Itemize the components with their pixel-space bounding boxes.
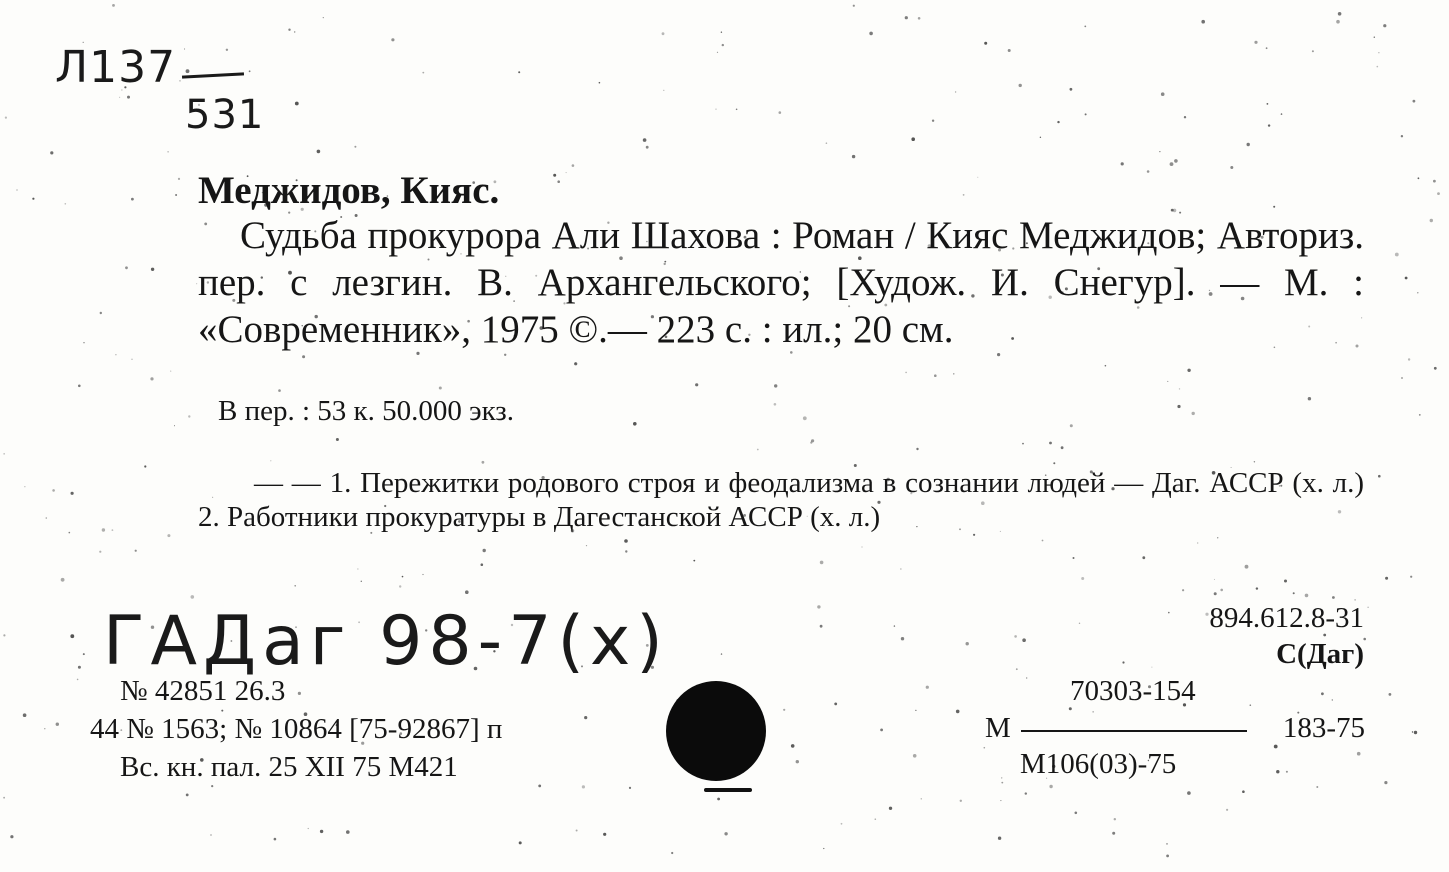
speckle-dot (1389, 693, 1392, 696)
speckle-dot (1214, 592, 1217, 595)
speckle-dot (50, 151, 53, 154)
speckle-dot (1022, 638, 1026, 642)
speckle-dot (736, 109, 738, 111)
speckle-dot (1312, 50, 1314, 52)
speckle-dot (151, 268, 154, 271)
speckle-dot (439, 387, 442, 390)
speckle-dot (295, 102, 299, 106)
speckle-dot (102, 528, 105, 531)
speckle-dot (52, 489, 55, 492)
speckle-dot (482, 461, 485, 464)
speckle-dot (170, 371, 171, 372)
speckle-dot (191, 595, 195, 599)
speckle-dot (1293, 592, 1295, 594)
speckle-dot (56, 723, 59, 726)
speckle-dot (779, 111, 782, 114)
speckle-dot (916, 448, 918, 450)
speckle-dot (1170, 162, 1174, 166)
speckle-dot (294, 585, 296, 587)
speckle-dot (422, 72, 424, 74)
classification-index: 894.612.8-31 (1209, 602, 1364, 634)
speckle-dot (1192, 412, 1195, 415)
speckle-dot (826, 142, 828, 144)
speckle-dot (422, 574, 423, 575)
speckle-dot (625, 550, 627, 552)
speckle-dot (1430, 219, 1433, 222)
speckle-dot (721, 653, 722, 654)
price-and-print-run: В пер. : 53 к. 50.000 экз. (218, 395, 514, 427)
speckle-dot (774, 403, 777, 406)
speckle-dot (131, 359, 132, 360)
speckle-dot (1084, 26, 1086, 28)
speckle-dot (1159, 151, 1160, 152)
speckle-dot (1268, 124, 1270, 126)
speckle-dot (1205, 613, 1208, 616)
speckle-dot (399, 585, 401, 587)
speckle-dot (1412, 731, 1413, 732)
speckle-dot (1266, 47, 1268, 49)
speckle-dot (774, 384, 777, 387)
speckle-dot (1049, 785, 1052, 788)
speckle-dot (1026, 677, 1027, 678)
speckle-dot (1377, 66, 1379, 68)
speckle-dot (32, 198, 34, 200)
speckle-dot (820, 561, 824, 565)
speckle-dot (1226, 809, 1228, 811)
speckle-dot (298, 692, 301, 695)
speckle-dot (715, 109, 716, 110)
speckle-dot (834, 703, 837, 706)
speckle-dot (481, 563, 484, 566)
speckle-dot (1114, 818, 1116, 820)
speckle-dot (1187, 791, 1191, 795)
speckle-dot (61, 578, 65, 582)
speckle-dot (1201, 20, 1205, 24)
speckle-dot (633, 422, 637, 426)
speckle-dot (721, 32, 722, 33)
speckle-dot (1419, 414, 1421, 416)
speckle-dot (1332, 699, 1333, 700)
speckle-dot (1281, 113, 1283, 115)
speckle-dot (1061, 446, 1064, 449)
speckle-dot (175, 194, 177, 196)
speckle-dot (582, 785, 585, 788)
speckle-dot (112, 4, 115, 7)
speckle-dot (46, 517, 48, 519)
speckle-dot (1147, 170, 1150, 173)
speckle-dot (78, 385, 81, 388)
speckle-dot (977, 177, 978, 178)
speckle-dot (984, 747, 986, 749)
speckle-dot (624, 539, 628, 543)
speckle-dot (918, 17, 921, 20)
speckle-dot (186, 794, 189, 797)
speckle-dot (188, 415, 190, 417)
speckle-dot (1161, 92, 1165, 96)
speckle-dot (1401, 135, 1403, 137)
speckle-dot (144, 465, 146, 467)
speckle-dot (1395, 253, 1399, 257)
speckle-dot (1122, 661, 1124, 663)
speckle-dot (875, 818, 877, 820)
speckle-dot (1414, 731, 1417, 734)
speckle-dot (783, 709, 785, 711)
speckle-dot (3, 797, 5, 799)
speckle-dot (44, 728, 45, 729)
speckle-dot (1167, 381, 1168, 382)
speckle-dot (1000, 800, 1001, 801)
speckle-dot (841, 823, 843, 825)
speckle-dot (518, 71, 520, 73)
speckle-dot (504, 354, 506, 356)
speckle-dot (905, 16, 908, 19)
speckle-dot (629, 787, 631, 789)
speckle-dot (1408, 358, 1410, 360)
speckle-dot (1001, 777, 1002, 778)
speckle-dot (1284, 580, 1287, 583)
speckle-dot (1354, 599, 1355, 600)
record-line-2: 44 № 1563; № 10864 [75-92867] п (90, 713, 503, 745)
speckle-dot (538, 785, 541, 788)
speckle-dot (1008, 49, 1011, 52)
speckle-dot (211, 785, 213, 787)
speckle-dot (1057, 121, 1059, 123)
speckle-dot (926, 686, 929, 689)
speckle-dot (997, 353, 1000, 356)
speckle-dot (71, 492, 74, 495)
shelfmark-bottom: 531 (185, 92, 265, 138)
speckle-dot (274, 838, 277, 841)
classification-author-sign: С(Даг) (1276, 638, 1364, 670)
speckle-dot (900, 569, 901, 570)
speckle-dot (869, 32, 873, 36)
speckle-dot (663, 90, 664, 91)
speckle-dot (998, 837, 1001, 840)
speckle-dot (803, 416, 807, 420)
speckle-dot (1384, 781, 1387, 784)
speckle-dot (465, 590, 469, 594)
speckle-dot (1410, 576, 1412, 578)
speckle-dot (361, 581, 362, 582)
speckle-dot (174, 425, 175, 426)
speckle-dot (662, 32, 665, 35)
speckle-dot (1187, 369, 1190, 372)
speckle-dot (671, 852, 673, 854)
speckle-dot (955, 91, 956, 92)
speckle-dot (1434, 367, 1437, 370)
speckle-dot (1332, 596, 1335, 599)
speckle-dot (1242, 790, 1245, 793)
speckle-dot (1254, 41, 1257, 44)
speckle-dot (901, 637, 904, 640)
speckle-dot (1025, 792, 1027, 794)
speckle-dot (1214, 579, 1215, 580)
speckle-dot (150, 377, 153, 380)
speckle-dot (112, 529, 114, 531)
speckle-dot (1079, 623, 1080, 624)
speckle-dot (178, 178, 180, 180)
author-heading: Меджидов, Кияс. (198, 169, 500, 212)
speckle-dot (167, 151, 169, 153)
speckle-dot (184, 49, 185, 50)
publisher-code-rule (1021, 730, 1247, 732)
speckle-dot (1081, 577, 1084, 580)
speckle-dot (100, 312, 102, 314)
speckle-dot (23, 713, 27, 717)
publisher-code-top: 70303-154 (1070, 675, 1196, 707)
speckle-dot (911, 137, 915, 141)
speckle-dot (1276, 770, 1279, 773)
speckle-dot (125, 266, 128, 269)
speckle-dot (483, 549, 486, 552)
speckle-dot (1166, 843, 1167, 844)
speckle-dot (557, 180, 560, 183)
speckle-dot (963, 194, 965, 196)
speckle-dot (862, 547, 863, 548)
speckle-dot (603, 833, 606, 836)
speckle-dot (724, 832, 727, 835)
speckle-dot (179, 80, 180, 81)
speckle-dot (852, 155, 855, 158)
speckle-dot (1197, 542, 1198, 543)
speckle-dot (566, 172, 567, 173)
speckle-dot (1385, 577, 1388, 580)
speckle-dot (336, 438, 339, 441)
speckle-dot (1367, 607, 1368, 608)
archive-note: ГАДаг 98-7(х) (103, 602, 669, 681)
speckle-dot (1418, 177, 1420, 179)
speckle-dot (3, 634, 5, 636)
speckle-dot (167, 534, 170, 537)
speckle-dot (553, 174, 556, 177)
speckle-dot (1105, 365, 1107, 367)
speckle-dot (1151, 667, 1152, 668)
speckle-dot (135, 550, 137, 552)
speckle-dot (346, 830, 350, 834)
speckle-dot (1168, 612, 1170, 614)
speckle-dot (905, 372, 907, 374)
speckle-dot (1338, 12, 1342, 16)
speckle-dot (960, 800, 962, 802)
speckle-dot (1070, 88, 1073, 91)
publisher-code-letter: М (985, 712, 1011, 744)
speckle-dot (270, 460, 271, 461)
speckle-dot (811, 439, 814, 442)
speckle-dot (1305, 594, 1309, 598)
speckle-dot (956, 710, 960, 714)
speckle-dot (323, 17, 324, 18)
speckle-dot (820, 625, 823, 628)
speckle-dot (1321, 692, 1324, 695)
speckle-dot (889, 807, 892, 810)
speckle-dot (984, 42, 987, 45)
speckle-dot (1247, 143, 1250, 146)
speckle-dot (1179, 388, 1180, 389)
speckle-dot (953, 373, 954, 374)
speckle-dot (915, 710, 916, 711)
speckle-dot (186, 69, 190, 73)
speckle-dot (574, 362, 577, 365)
speckle-dot (83, 653, 85, 655)
speckle-dot (519, 841, 522, 844)
speckle-dot (1014, 635, 1017, 638)
speckle-dot (1075, 812, 1078, 815)
speckle-dot (1405, 277, 1408, 280)
speckle-dot (249, 70, 251, 72)
publisher-code-bottom: М106(03)-75 (1020, 748, 1177, 780)
speckle-dot (70, 634, 74, 638)
speckle-dot (78, 666, 81, 669)
speckle-dot (853, 5, 855, 7)
bibliographic-description: Судьба прокурора Али Шахова : Роман / Кияс Меджидов; Авториз. пер. с лезгин. В. Архангельского; [Худож. И. Снегур]. — М. : «Современник», 1975 ©.— 223 с. : ил.; 20 см. (198, 214, 1364, 351)
speckle-dot (643, 138, 647, 142)
speckle-dot (1273, 206, 1275, 208)
speckle-dot (1217, 537, 1218, 538)
speckle-dot (119, 97, 120, 98)
speckle-dot (1378, 52, 1379, 53)
speckle-dot (1085, 113, 1087, 115)
speckle-dot (717, 52, 718, 53)
speckle-dot (317, 150, 321, 154)
speckle-dot (69, 532, 71, 534)
speckle-dot (5, 117, 7, 119)
speckle-dot (308, 828, 309, 829)
punch-hole (666, 681, 766, 781)
speckle-dot (823, 848, 824, 849)
speckle-dot (320, 830, 323, 833)
speckle-dot (278, 389, 281, 392)
speckle-dot (1417, 292, 1418, 293)
speckle-dot (1070, 424, 1073, 427)
record-line-3: Вс. кн. пал. 25 XII 75 М421 (120, 751, 458, 783)
speckle-dot (357, 568, 358, 569)
speckle-dot (10, 835, 13, 838)
speckle-dot (932, 120, 934, 122)
speckle-dot (77, 679, 79, 681)
speckle-dot (288, 29, 290, 31)
subject-headings: — — 1. Пережитки родового строя и феодализма в сознании людей — Даг. АССР (х. л.) 2. Работники прокуратуры в Дагестанской АССР (х. л.) (198, 467, 1364, 533)
publisher-code-right: 183-75 (1282, 712, 1365, 744)
speckle-dot (115, 354, 116, 355)
speckle-dot (1022, 443, 1024, 445)
speckle-dot (99, 551, 101, 553)
speckle-dot (402, 576, 404, 578)
speckle-dot (65, 203, 67, 205)
speckle-dot (695, 383, 698, 386)
speckle-dot (1437, 192, 1440, 195)
speckle-dot (1174, 159, 1178, 163)
speckle-dot (693, 560, 695, 562)
speckle-dot (1016, 668, 1018, 670)
speckle-dot (584, 716, 587, 719)
speckle-dot (210, 834, 211, 835)
speckle-dot (1121, 162, 1124, 165)
speckle-dot (1245, 565, 1249, 569)
speckle-dot (1308, 397, 1311, 400)
speckle-dot (391, 38, 394, 41)
punch-hole-mark (704, 788, 752, 792)
speckle-dot (796, 760, 799, 763)
speckle-dot (572, 164, 575, 167)
speckle-dot (1019, 84, 1022, 87)
speckle-dot (24, 486, 25, 487)
speckle-dot (646, 146, 649, 149)
speckle-dot (221, 710, 223, 712)
speckle-dot (1177, 405, 1180, 408)
speckle-dot (83, 342, 84, 343)
speckle-dot (966, 642, 969, 645)
speckle-dot (817, 605, 820, 608)
record-line-1: № 42851 26.3 (120, 675, 286, 707)
speckle-dot (880, 729, 883, 732)
speckle-dot (294, 31, 295, 32)
speckle-dot (1112, 832, 1115, 835)
speckle-dot (576, 830, 578, 832)
speckle-dot (1267, 103, 1269, 105)
speckle-dot (1142, 556, 1145, 559)
speckle-dot (1401, 377, 1403, 379)
speckle-dot (131, 198, 134, 201)
speckle-dot (1378, 475, 1381, 478)
speckle-dot (1433, 180, 1436, 183)
speckle-dot (586, 545, 587, 546)
speckle-dot (127, 96, 130, 99)
speckle-dot (1042, 540, 1044, 542)
speckle-dot (791, 744, 795, 748)
speckle-dot (4, 453, 5, 454)
speckle-dot (722, 44, 724, 46)
speckle-dot (1256, 587, 1258, 589)
speckle-dot (302, 355, 305, 358)
speckle-dot (1049, 442, 1052, 445)
speckle-dot (973, 534, 975, 536)
speckle-dot (1230, 166, 1233, 169)
speckle-dot (913, 754, 917, 758)
speckle-dot (1001, 782, 1003, 784)
speckle-dot (1357, 752, 1361, 756)
speckle-dot (1073, 557, 1075, 559)
speckle-dot (1383, 24, 1386, 27)
speckle-dot (1316, 786, 1318, 788)
speckle-dot (1254, 461, 1255, 462)
speckle-dot (1250, 704, 1252, 706)
speckle-dot (16, 189, 17, 190)
speckle-dot (1286, 771, 1288, 773)
speckle-dot (226, 49, 228, 51)
speckle-dot (1166, 855, 1169, 858)
speckle-dot (354, 146, 356, 148)
publisher-code-row (985, 712, 1365, 746)
speckle-dot (599, 82, 601, 84)
speckle-dot (1053, 462, 1055, 464)
speckle-dot (921, 798, 922, 799)
speckle-dot (757, 449, 759, 451)
speckle-dot (934, 374, 937, 377)
shelfmark-top: Л137 (55, 42, 177, 93)
speckle-dot (894, 625, 895, 626)
speckle-dot (1184, 116, 1186, 118)
speckle-dot (1336, 20, 1340, 24)
speckle-dot (1413, 100, 1416, 103)
speckle-dot (1040, 137, 1041, 138)
speckle-dot (717, 798, 720, 801)
speckle-dot (1374, 37, 1375, 38)
speckle-dot (1220, 589, 1223, 592)
speckle-dot (1182, 589, 1184, 591)
